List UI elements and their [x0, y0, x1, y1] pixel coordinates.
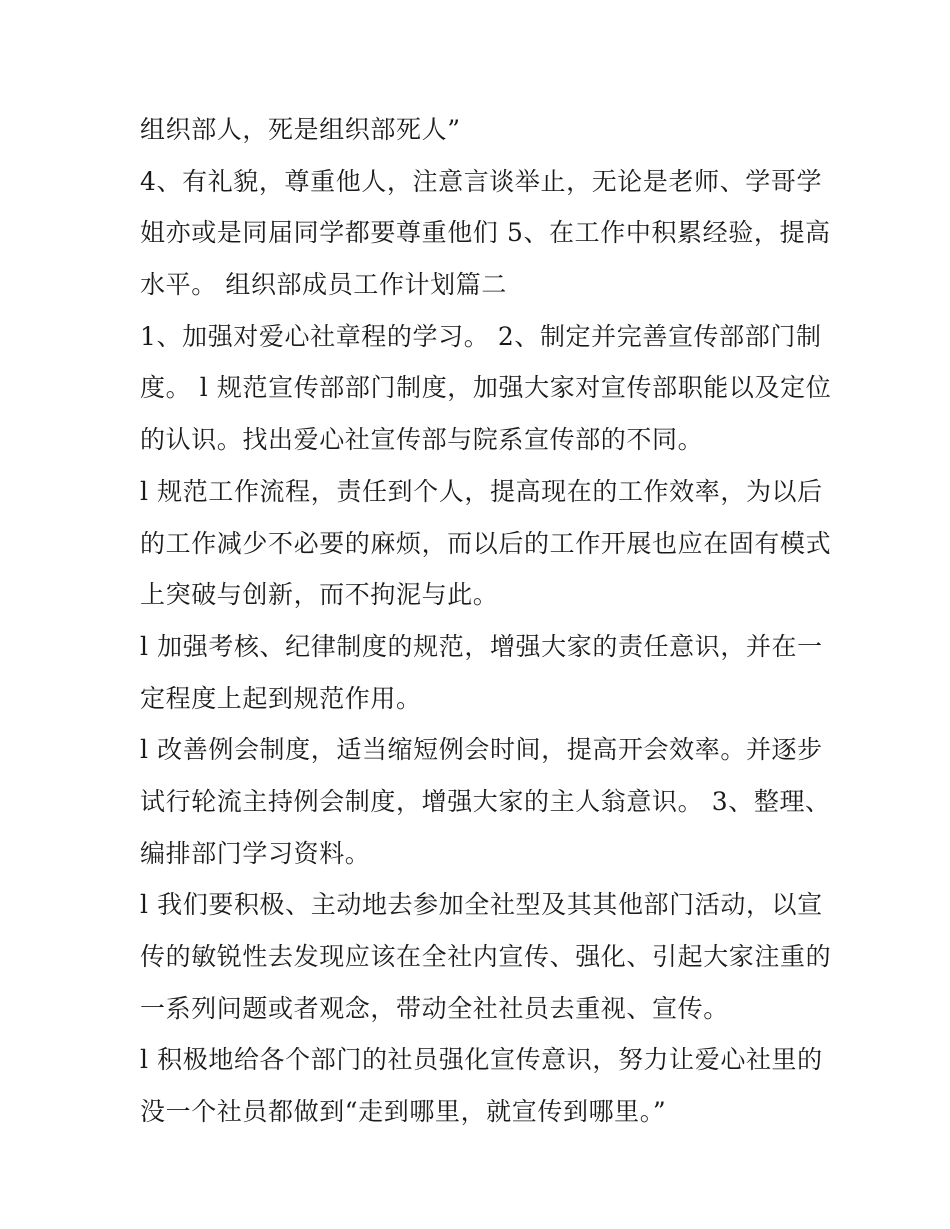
text-line: 定程度上起到规范作用。 [140, 683, 422, 713]
text-line: l 积极地给各个部门的社员强化宣传意识，努力让爱心社里的 [140, 1045, 823, 1075]
text-line: 度。 l 规范宣传部部门制度，加强大家对宣传部职能以及定位 [140, 373, 832, 403]
text-line: 一系列问题或者观念，带动全社社员去重视、宣传。 [140, 993, 729, 1023]
text-line: 组织部人，死是组织部死人” [140, 115, 461, 144]
text-line: 的认识。找出爱心社宣传部与院系宣传部的不同。 [140, 425, 704, 455]
text-line: 上突破与创新，而不拘泥与此。 [140, 580, 499, 610]
text-line: 没一个社员都做到“走到哪里，就宣传到哪里。” [140, 1097, 667, 1127]
text-line: 4、有礼貌，尊重他人，注意言谈举止，无论是老师、学哥学 [140, 166, 823, 196]
text-line: 姐亦或是同届同学都要尊重他们 5、在工作中积累经验，提高 [140, 218, 831, 248]
text-line: 编排部门学习资料。 [140, 838, 371, 868]
text-line: 水平。 组织部成员工作计划篇二 [140, 270, 507, 300]
text-line: 试行轮流主持例会制度，增强大家的主人翁意识。 3、整理、 [140, 786, 831, 816]
text-line: l 我们要积极、主动地去参加全社型及其其他部门活动，以宣 [140, 890, 823, 920]
document-body [140, 104, 832, 1138]
text-line: 传的敏锐性去发现应该在全社内宣传、强化、引起大家注重的 [140, 942, 832, 971]
text-line: l 规范工作流程，责任到个人，提高现在的工作效率，为以后 [140, 476, 823, 506]
text-line: 的工作减少不必要的麻烦，而以后的工作开展也应在固有模式 [140, 528, 832, 558]
text-line: 1、加强对爱心社章程的学习。 2、制定并完善宣传部部门制 [140, 321, 822, 351]
text-line: l 加强考核、纪律制度的规范，增强大家的责任意识，并在一 [140, 631, 823, 661]
text-line: l 改善例会制度，适当缩短例会时间，提高开会效率。并逐步 [140, 735, 823, 765]
